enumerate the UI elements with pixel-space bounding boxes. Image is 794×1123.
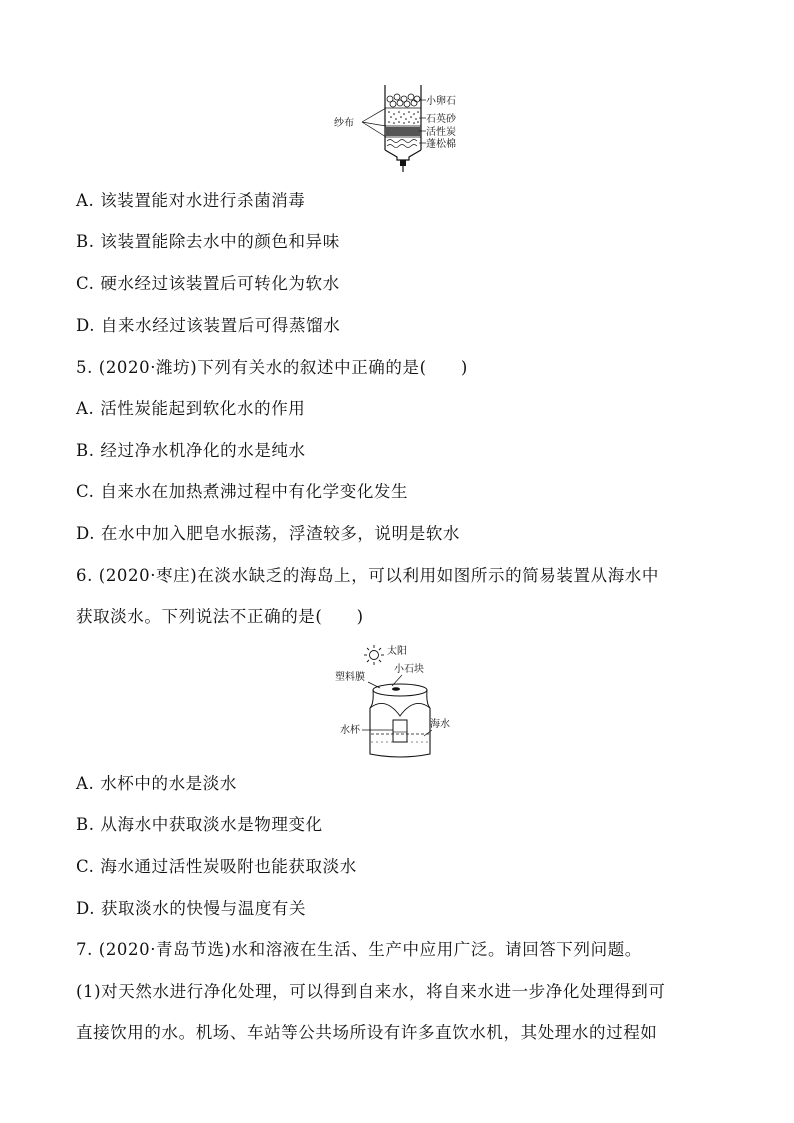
q5-option-d: D. 在水中加入肥皂水振荡，浮渣较多，说明是软水 — [76, 524, 461, 543]
q4-option-c: C. 硬水经过该装置后可转化为软水 — [76, 274, 340, 293]
cup — [393, 720, 407, 742]
label-seawater: 海水 — [430, 719, 450, 730]
label-plastic-film: 塑料膜 — [335, 672, 365, 683]
q6-option-a: A. 水杯中的水是淡水 — [76, 774, 238, 793]
q7-stem: 7. (2020·青岛节选)水和溶液在生活、生产中应用广泛。请回答下列问题。 — [76, 940, 642, 959]
sun-icon — [364, 645, 384, 665]
label-gauze: 纱布 — [334, 118, 354, 129]
q4-option-d: D. 自来水经过该装置后可得蒸馏水 — [76, 316, 341, 335]
q6-option-c: C. 海水通过活性炭吸附也能获取淡水 — [76, 857, 357, 876]
q6-stem-line1: 6. (2020·枣庄)在淡水缺乏的海岛上，可以利用如图所示的简易装置从海水中 — [76, 566, 659, 585]
label-activated-carbon: 活性炭 — [426, 127, 456, 138]
desalination-figure — [330, 642, 470, 762]
q6-stem-line2: 获取淡水。下列说法不正确的是( ) — [76, 607, 364, 626]
label-small-stone: 小石块 — [394, 664, 424, 675]
q5-stem: 5. (2020·潍坊)下列有关水的叙述中正确的是( ) — [76, 358, 468, 377]
label-cotton: 蓬松棉 — [426, 139, 456, 150]
label-quartz-sand: 石英砂 — [426, 114, 456, 125]
cotton-layer — [387, 140, 417, 148]
desalination-diagram — [330, 642, 470, 762]
q7-part1-line2: 直接饮用的水。机场、车站等公共场所设有许多直饮水机，其处理水的过程如 — [76, 1023, 658, 1042]
q7-part1-line1: (1)对天然水进行净化处理，可以得到自来水，将自来水进一步净化处理得到可 — [76, 982, 666, 1001]
pebble-layer — [387, 94, 420, 107]
label-pebble: 小卵石 — [426, 96, 456, 107]
activated-carbon-layer — [385, 127, 421, 136]
label-cup: 水杯 — [340, 725, 360, 736]
q5-option-c: C. 自来水在加热煮沸过程中有化学变化发生 — [76, 482, 409, 501]
q6-option-d: D. 获取淡水的快慢与温度有关 — [76, 899, 307, 918]
quartz-sand-layer — [388, 111, 419, 124]
water-filter-figure — [330, 80, 470, 175]
q5-option-b: B. 经过净水机净化的水是纯水 — [76, 441, 306, 460]
q6-option-b: B. 从海水中获取淡水是物理变化 — [76, 815, 323, 834]
water-filter-diagram — [330, 80, 470, 175]
q4-option-b: B. 该装置能除去水中的颜色和异味 — [76, 232, 340, 251]
label-sun: 太阳 — [387, 646, 407, 657]
q5-option-a: A. 活性炭能起到软化水的作用 — [76, 399, 306, 418]
small-stone — [392, 687, 400, 691]
q4-option-a: A. 该装置能对水进行杀菌消毒 — [76, 191, 306, 210]
